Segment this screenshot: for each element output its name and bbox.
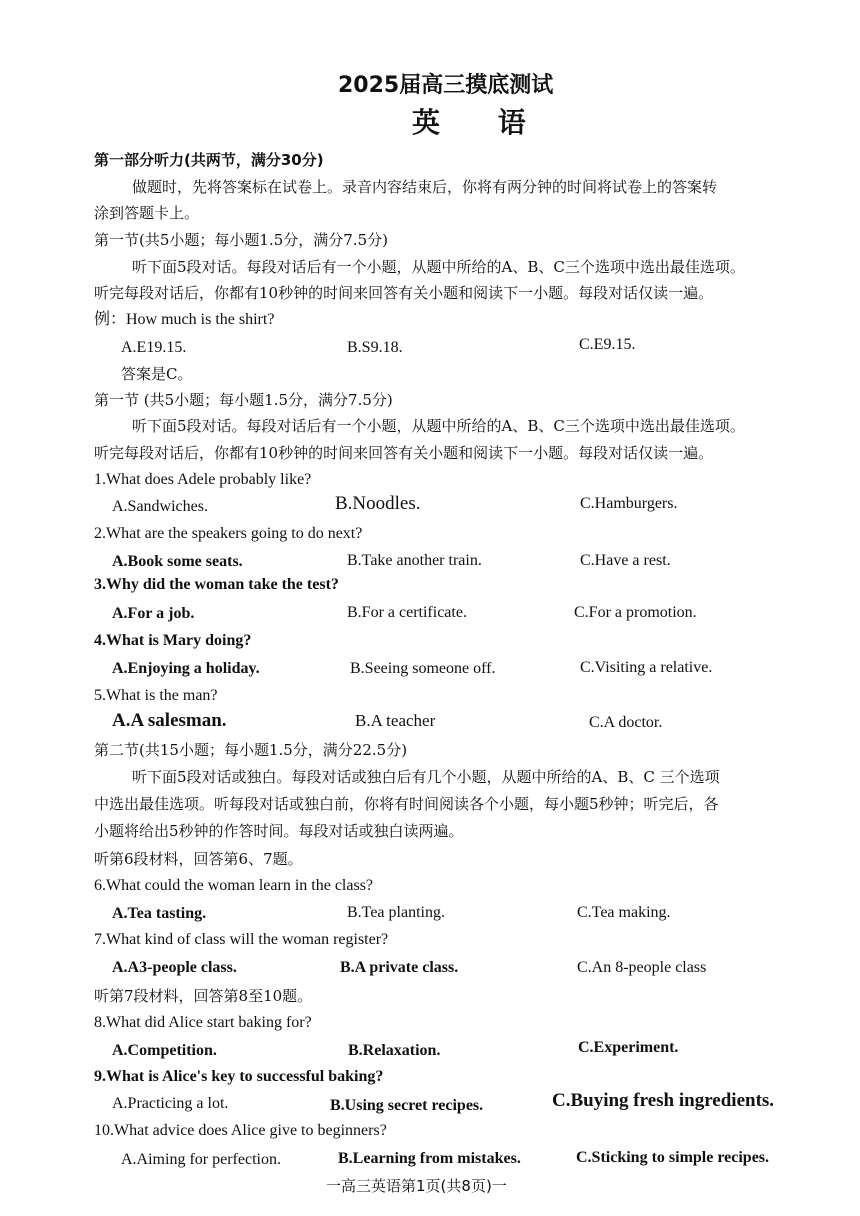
q1-option-c: C.Hamburgers. bbox=[580, 495, 678, 512]
q5-option-a: A.A salesman. bbox=[112, 710, 227, 731]
section1b-instr-line2: 听完每段对话后，你都有10秒钟的时间来回答有关小题和阅读下一小题。每段对话仅读一遍。 bbox=[94, 444, 714, 462]
page-footer: 一高三英语第1页(共8页)一 bbox=[326, 1177, 507, 1195]
part2-heading: 第二节(共15小题；每小题1.5分，满分22.5分) bbox=[94, 741, 408, 759]
q1-option-b: B.Noodles. bbox=[335, 493, 421, 514]
material-7-note: 听第7段材料，回答第8至10题。 bbox=[94, 987, 313, 1005]
q4-option-b: B.Seeing someone off. bbox=[350, 660, 496, 677]
part1-intro-line2: 涂到答题卡上。 bbox=[94, 204, 200, 222]
section1b-instr-line1: 听下面5段对话。每段对话后有一个小题，从题中所给的A、B、C三个选项中选出最佳选项。 bbox=[132, 417, 745, 435]
q9-option-a: A.Practicing a lot. bbox=[112, 1095, 229, 1112]
question-7: 7.What kind of class will the woman register? bbox=[94, 931, 389, 948]
q7-option-b: B.A private class. bbox=[340, 959, 459, 976]
q5-option-b: B.A teacher bbox=[355, 711, 436, 730]
q4-option-c: C.Visiting a relative. bbox=[580, 659, 713, 676]
q7-option-a: A.A3-people class. bbox=[112, 959, 237, 976]
q6-option-c: C.Tea making. bbox=[577, 904, 671, 921]
q6-option-b: B.Tea planting. bbox=[347, 904, 445, 921]
part2-instr-line2: 中选出最佳选项。听每段对话或独白前，你将有时间阅读各个小题，每小题5秒钟；听完后，各 bbox=[94, 795, 719, 813]
example-answer: 答案是C。 bbox=[121, 365, 193, 383]
q3-option-c: C.For a promotion. bbox=[574, 604, 697, 621]
q3-option-b: B.For a certificate. bbox=[347, 604, 467, 621]
question-6: 6.What could the woman learn in the class? bbox=[94, 877, 374, 894]
subject-title: 英 语 bbox=[412, 106, 550, 139]
example-question: 例：How much is the shirt? bbox=[94, 311, 275, 328]
example-option-b: B.S9.18. bbox=[347, 339, 403, 356]
q3-option-a: A.For a job. bbox=[112, 605, 195, 622]
q1-option-a: A.Sandwiches. bbox=[112, 498, 208, 515]
q10-option-a: A.Aiming for perfection. bbox=[121, 1151, 281, 1168]
part1-heading: 第一部分听力(共两节，满分30分) bbox=[94, 151, 324, 169]
example-option-c: C.E9.15. bbox=[579, 336, 636, 353]
q2-option-b: B.Take another train. bbox=[347, 552, 482, 569]
question-9: 9.What is Alice's key to successful baking? bbox=[94, 1068, 384, 1085]
q2-option-a: A.Book some seats. bbox=[112, 553, 243, 570]
question-2: 2.What are the speakers going to do next? bbox=[94, 525, 363, 542]
example-option-a: A.E19.15. bbox=[121, 339, 187, 356]
q7-option-c: C.An 8-people class bbox=[577, 959, 707, 976]
q8-option-a: A.Competition. bbox=[112, 1042, 217, 1059]
q10-option-c: C.Sticking to simple recipes. bbox=[576, 1149, 770, 1166]
q2-option-c: C.Have a rest. bbox=[580, 552, 671, 569]
part1-intro-line1: 做题时，先将答案标在试卷上。录音内容结束后，你将有两分钟的时间将试卷上的答案转 bbox=[132, 178, 718, 196]
q9-option-b: B.Using secret recipes. bbox=[330, 1097, 484, 1114]
question-1: 1.What does Adele probably like? bbox=[94, 471, 312, 488]
q4-option-a: A.Enjoying a holiday. bbox=[112, 660, 260, 677]
q5-option-c: C.A doctor. bbox=[589, 714, 663, 731]
q10-option-b: B.Learning from mistakes. bbox=[338, 1150, 521, 1167]
q8-option-b: B.Relaxation. bbox=[348, 1042, 441, 1059]
question-5: 5.What is the man? bbox=[94, 687, 218, 704]
question-10: 10.What advice does Alice give to beginners? bbox=[94, 1122, 387, 1139]
q9-option-c: C.Buying fresh ingredients. bbox=[552, 1090, 775, 1111]
section1-heading: 第一节(共5小题；每小题1.5分，满分7.5分) bbox=[94, 231, 388, 249]
exam-title: 2025届高三摸底测试 bbox=[338, 73, 554, 98]
q8-option-c: C.Experiment. bbox=[578, 1039, 679, 1056]
part2-instr-line3: 小题将给出5秒钟的作答时间。每段对话或独白读两遍。 bbox=[94, 822, 464, 840]
q6-option-a: A.Tea tasting. bbox=[112, 905, 207, 922]
material-6-note: 听第6段材料，回答第6、7题。 bbox=[94, 850, 303, 868]
section1b-heading: 第一节 (共5小题；每小题1.5分，满分7.5分) bbox=[94, 391, 393, 409]
question-4: 4.What is Mary doing? bbox=[94, 632, 252, 649]
question-8: 8.What did Alice start baking for? bbox=[94, 1014, 312, 1031]
part2-instr-line1: 听下面5段对话或独白。每段对话或独白后有几个小题，从题中所给的A、B、C 三个选项 bbox=[132, 768, 720, 786]
question-3: 3.Why did the woman take the test? bbox=[94, 576, 339, 593]
section1-instr-line2: 听完每段对话后，你都有10秒钟的时间来回答有关小题和阅读下一小题。每段对话仅读一遍。 bbox=[94, 284, 714, 302]
section1-instr-line1: 听下面5段对话。每段对话后有一个小题，从题中所给的A、B、C三个选项中选出最佳选项。 bbox=[132, 258, 745, 276]
